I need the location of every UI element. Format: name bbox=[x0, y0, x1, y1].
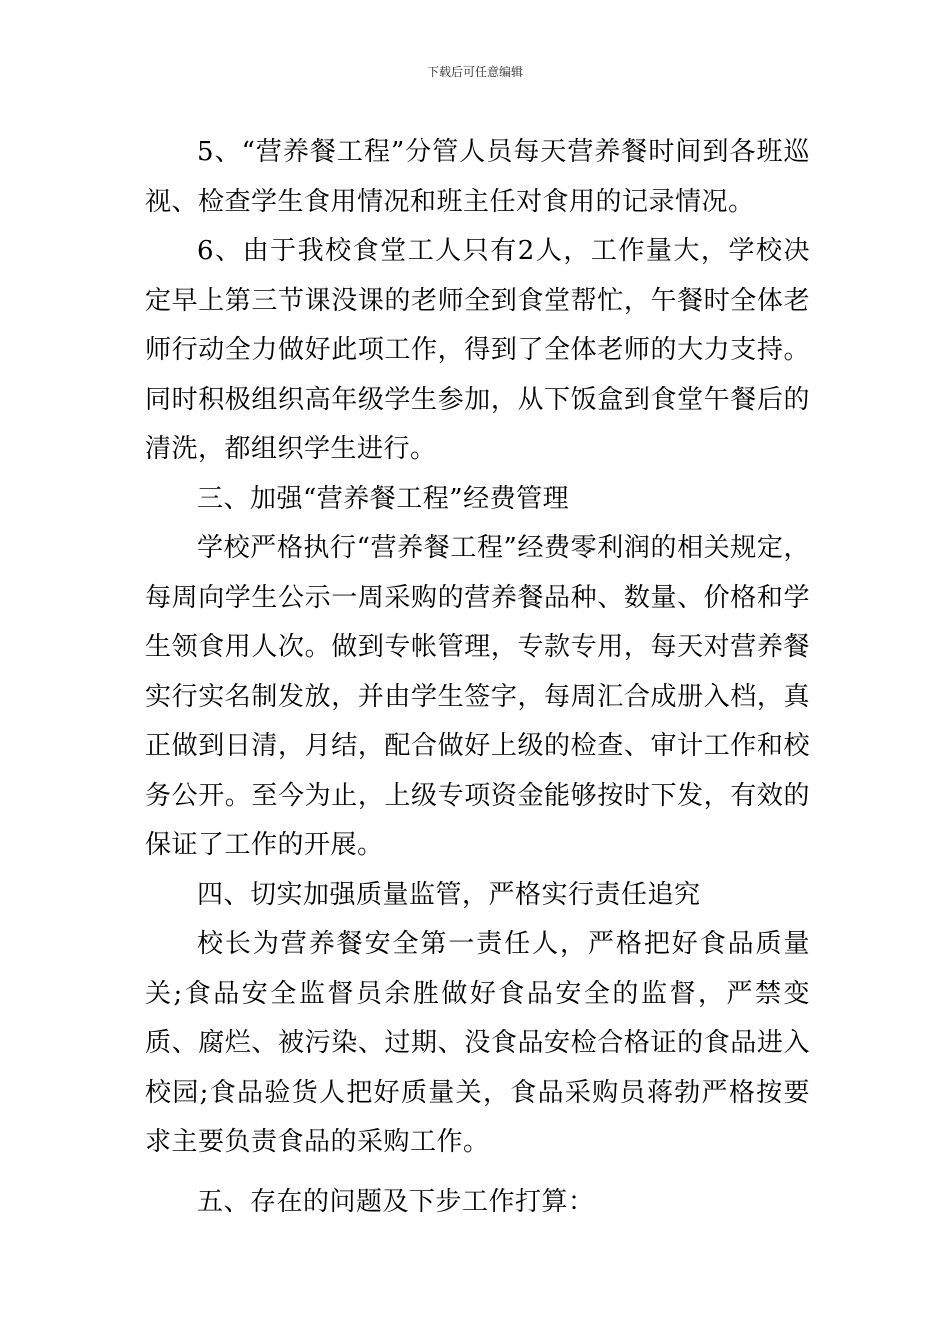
section-heading-5: 五、存在的问题及下步工作打算： bbox=[197, 1186, 595, 1217]
document-body bbox=[145, 128, 810, 1227]
page-header: 下载后可任意编辑 bbox=[426, 65, 523, 79]
paragraph-funding: 学校严格执行“营养餐工程”经费零利润的相关规定，每周向学生公示一周采购的营养餐品种、数量、价格和学生领食用人次。做到专帐管理，专款专用，每天对营养餐实行实名制发放，并由学生签字，每周汇合成册入档，真正做到日清，月结，配合做好上级的检查、审计工作和校务公开。至今为止，上级专项资金能够按时下发，有效的保证了工作的开展。 bbox=[145, 533, 810, 860]
section-heading-4: 四、切实加强质量监管，严格实行责任追究 bbox=[197, 879, 701, 910]
paragraph-item-6: 6、由于我校食堂工人只有2人，工作量大，学校决定早上第三节课没课的老师全到食堂帮忙，午餐时全体老师行动全力做好此项工作，得到了全体老师的大力支持。同时积极组织高年级学生参加，从下饭盒到食堂午餐后的清洗，都组织学生进行。 bbox=[145, 236, 810, 464]
section-heading-3: 三、加强“营养餐工程”经费管理 bbox=[197, 483, 570, 514]
paragraph-quality: 校长为营养餐安全第一责任人，严格把好食品质量关;食品安全监督员余胜做好食品安全的监督，严禁变质、腐烂、被污染、过期、没食品安检合格证的食品进入校园;食品验货人把好质量关，食品采购员蒋勃严格按要求主要负责食品的采购工作。 bbox=[145, 929, 810, 1157]
paragraph-item-5: 5、“营养餐工程”分管人员每天营养餐时间到各班巡视、检查学生食用情况和班主任对食用的记录情况。 bbox=[145, 137, 810, 217]
